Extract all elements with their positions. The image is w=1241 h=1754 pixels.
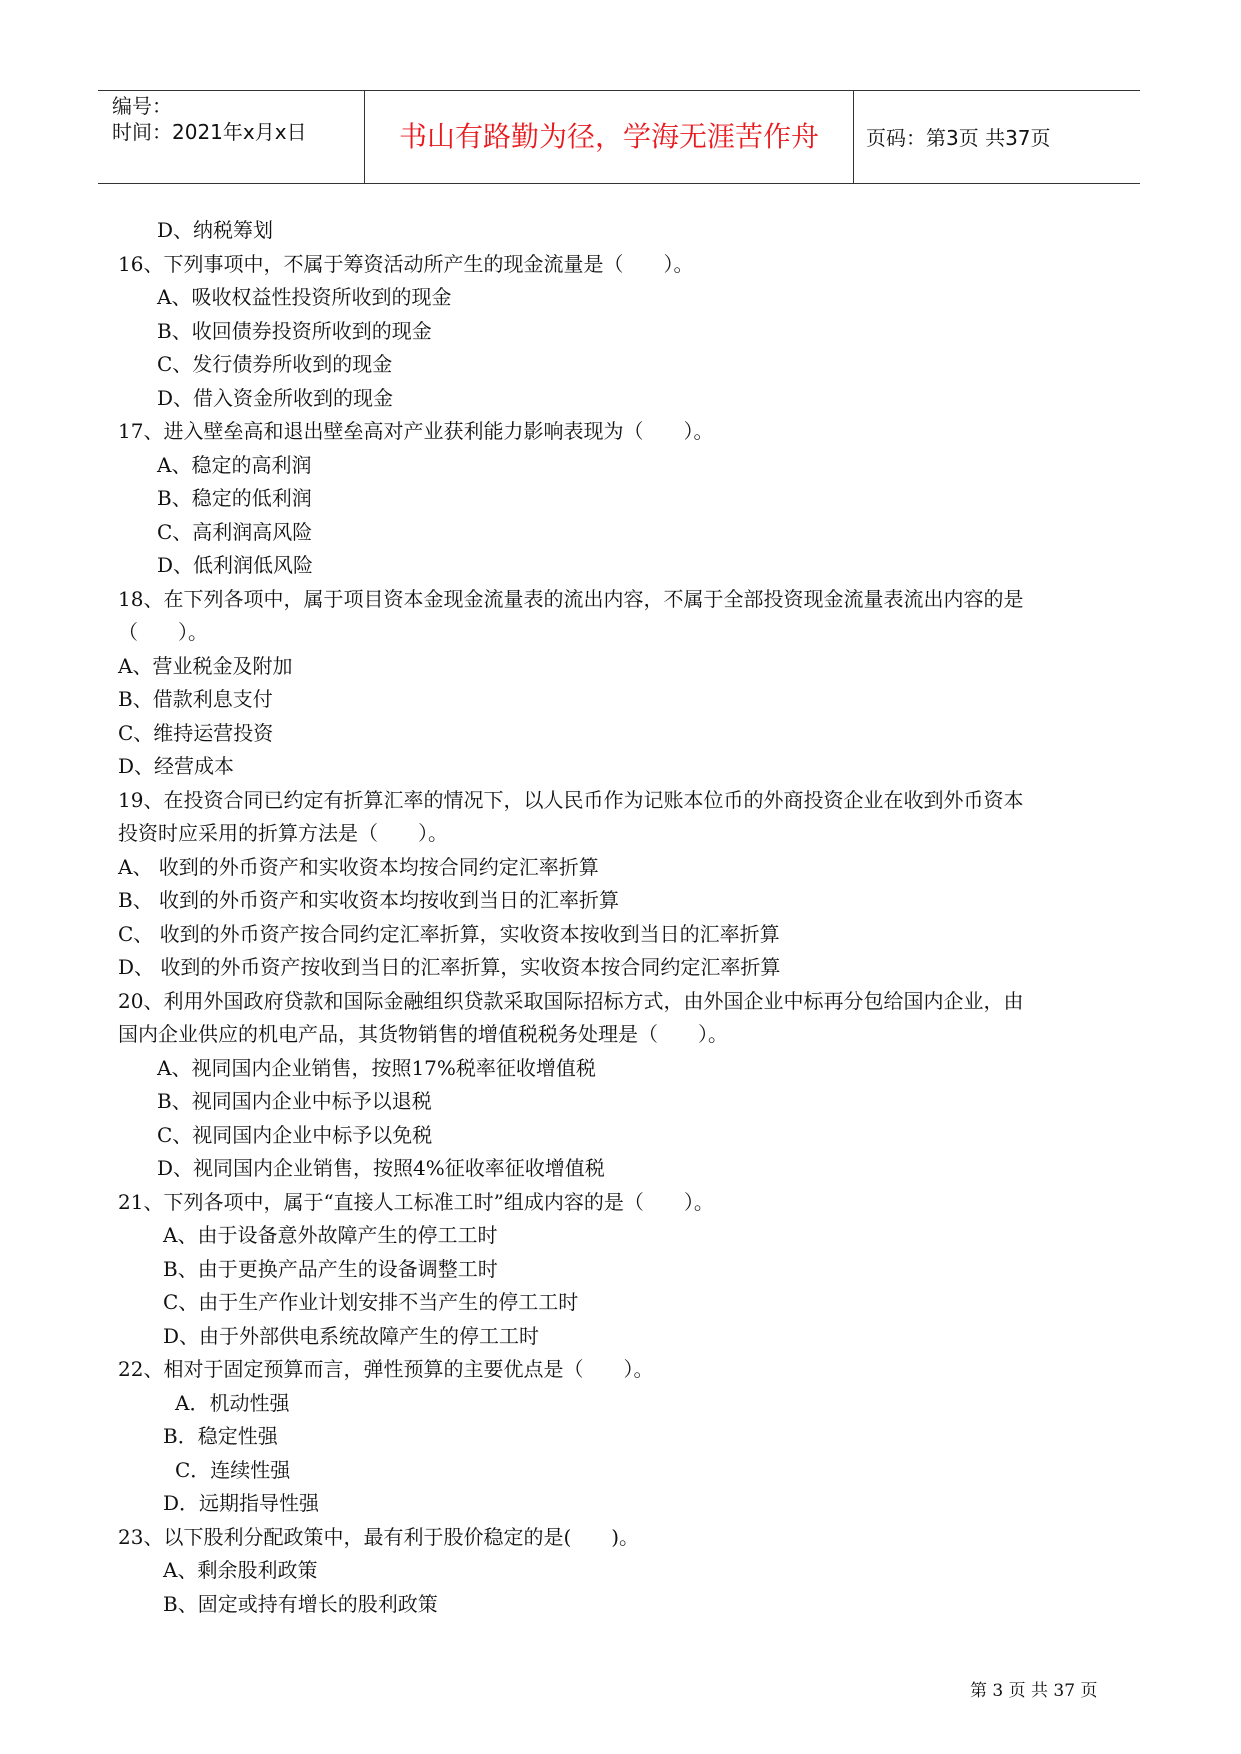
- option-line: A、 收到的外币资产和实收资本均按合同约定汇率折算: [118, 855, 599, 879]
- option-line: B、视同国内企业中标予以退税: [157, 1089, 432, 1113]
- header-motto-cell: [365, 91, 854, 183]
- question-line: （ ）。: [118, 620, 208, 644]
- option-line: C、由于生产作业计划安排不当产生的停工工时: [163, 1290, 579, 1314]
- option-line: D、经营成本: [118, 754, 235, 778]
- option-line: A、稳定的高利润: [157, 453, 312, 477]
- document-number-label: 编号：: [112, 94, 172, 118]
- option-line: D、低利润低风险: [157, 553, 314, 577]
- option-line: C、发行债券所收到的现金: [157, 352, 393, 376]
- document-time-label: 时间：2021年x月x日: [112, 120, 307, 144]
- option-line: B、借款利息支付: [118, 687, 273, 711]
- option-line: D．远期指导性强: [163, 1491, 320, 1515]
- page-header: [98, 90, 1140, 184]
- option-line: D、借入资金所收到的现金: [157, 386, 394, 410]
- question-line: 16、下列事项中，不属于筹资活动所产生的现金流量是（ ）。: [118, 252, 694, 276]
- question-line: 20、利用外国政府贷款和国际金融组织贷款采取国际招标方式，由外国企业中标再分包给国内企业，由: [118, 989, 1024, 1013]
- option-line: A、营业税金及附加: [118, 654, 293, 678]
- option-line: C、视同国内企业中标予以免税: [157, 1123, 433, 1147]
- question-line: 21、下列各项中，属于“直接人工标准工时”组成内容的是（ ）。: [118, 1190, 714, 1214]
- option-line: A、剩余股利政策: [163, 1558, 318, 1582]
- option-line: B、 收到的外币资产和实收资本均按收到当日的汇率折算: [118, 888, 620, 912]
- option-line: C、高利润高风险: [157, 520, 313, 544]
- option-line: D、由于外部供电系统故障产生的停工工时: [163, 1324, 540, 1348]
- option-line: B、收回债券投资所收到的现金: [157, 319, 432, 343]
- header-info-cell: [98, 91, 365, 183]
- option-line: B．稳定性强: [163, 1424, 278, 1448]
- option-line: A、由于设备意外故障产生的停工工时: [163, 1223, 498, 1247]
- question-line: 投资时应采用的折算方法是（ ）。: [118, 821, 448, 845]
- question-line: 18、在下列各项中，属于项目资本金现金流量表的流出内容，不属于全部投资现金流量表流出内容的是: [118, 587, 1024, 611]
- option-line: A．机动性强: [175, 1391, 290, 1415]
- option-line: B、固定或持有增长的股利政策: [163, 1592, 438, 1616]
- option-line: C．连续性强: [175, 1458, 291, 1482]
- question-line: 23、以下股利分配政策中，最有利于股价稳定的是( )。: [118, 1525, 640, 1549]
- option-line: D、 收到的外币资产按收到当日的汇率折算，实收资本按合同约定汇率折算: [118, 955, 781, 979]
- option-line: C、维持运营投资: [118, 721, 274, 745]
- option-line: D、纳税筹划: [157, 218, 274, 242]
- question-line: 17、进入壁垒高和退出壁垒高对产业获利能力影响表现为（ ）。: [118, 419, 714, 443]
- option-line: B、由于更换产品产生的设备调整工时: [163, 1257, 498, 1281]
- question-line: 国内企业供应的机电产品，其货物销售的增值税税务处理是（ ）。: [118, 1022, 728, 1046]
- header-page-label: 页码：第3页 共37页: [866, 126, 1051, 150]
- option-line: C、 收到的外币资产按合同约定汇率折算，实收资本按收到当日的汇率折算: [118, 922, 780, 946]
- page-footer: 第 3 页 共 37 页: [970, 1681, 1098, 1701]
- question-line: 19、在投资合同已约定有折算汇率的情况下，以人民币作为记账本位币的外商投资企业在收到外币资本: [118, 788, 1024, 812]
- header-page-cell: [854, 91, 1140, 183]
- option-line: D、视同国内企业销售，按照4%征收率征收增值税: [157, 1156, 605, 1180]
- question-line: 22、相对于固定预算而言，弹性预算的主要优点是（ ）。: [118, 1357, 654, 1381]
- option-line: A、视同国内企业销售，按照17%税率征收增值税: [157, 1056, 596, 1080]
- option-line: B、稳定的低利润: [157, 486, 312, 510]
- option-line: A、吸收权益性投资所收到的现金: [157, 285, 452, 309]
- header-motto: 书山有路勤为径，学海无涯苦作舟: [398, 120, 819, 153]
